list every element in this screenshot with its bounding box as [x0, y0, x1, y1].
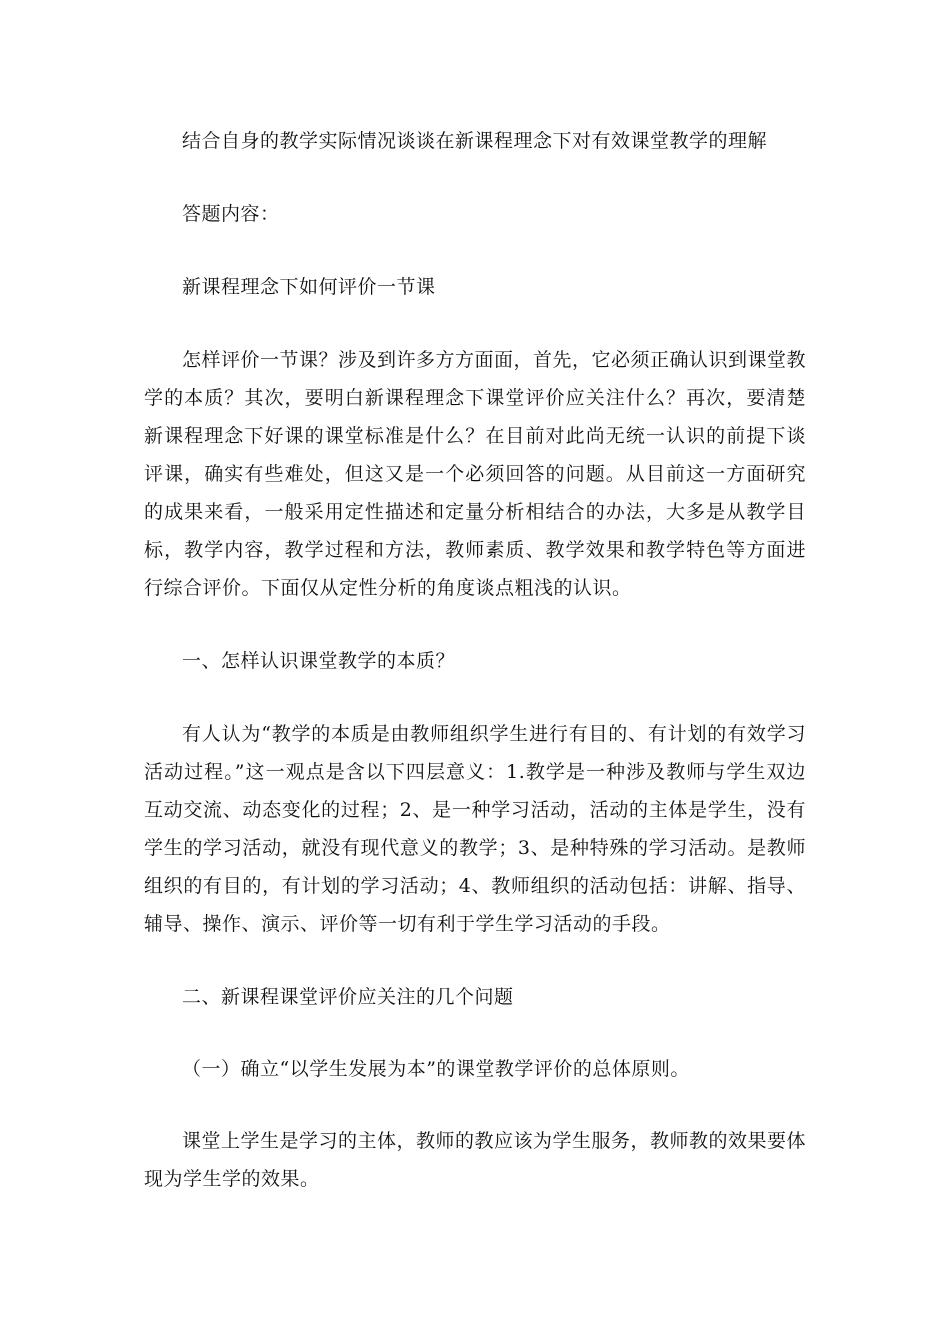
section-2-heading: 二、新课程课堂评价应关注的几个问题	[182, 986, 514, 1008]
section-2-subheading: （一）确立“以学生发展为本”的课堂教学评价的总体原则。	[182, 1058, 690, 1080]
document-subtitle: 新课程理念下如何评价一节课	[182, 276, 436, 298]
document-title: 结合自身的教学实际情况谈谈在新课程理念下对有效课堂教学的理解	[182, 130, 768, 152]
section-1-paragraph: 有人认为“教学的本质是由教师组织学生进行有目的、有计划的有效学习活动过程。”这一观点是含以下四层意义：1.教学是一种涉及教师与学生双边互动交流、动态变化的过程；2、是一种学习活动，活动的主体是学生，没有学生的学习活动，就没有现代意义的教学；3、是种特殊的学习活动。是教师组织的有目的，有计划的学习活动；4、教师组织的活动包括：讲解、指导、辅导、操作、演示、评价等一切有利于学生学习活动的手段。	[144, 723, 806, 935]
section-1-heading: 一、怎样认识课堂教学的本质？	[182, 650, 456, 672]
intro-paragraph: 怎样评价一节课？涉及到许多方方面面，首先，它必须正确认识到课堂教学的本质？其次，要明白新课程理念下课堂评价应关注什么？再次，要清楚新课程理念下好课的课堂标准是什么？在目前对此尚无统一认识的前提下谈评课，确实有些难处，但这又是一个必须回答的问题。从目前这一方面研究的成果来看，一般采用定性描述和定量分析相结合的办法，大多是从教学目标，教学内容，教学过程和方法，教师素质、教学效果和教学特色等方面进行综合评价。下面仅从定性分析的角度谈点粗浅的认识。	[144, 349, 807, 599]
document-body	[144, 122, 806, 1198]
section-2-paragraph: 课堂上学生是学习的主体，教师的教应该为学生服务，教师教的效果要体现为学生学的效果。	[144, 1130, 807, 1190]
answer-label: 答题内容：	[182, 203, 280, 225]
